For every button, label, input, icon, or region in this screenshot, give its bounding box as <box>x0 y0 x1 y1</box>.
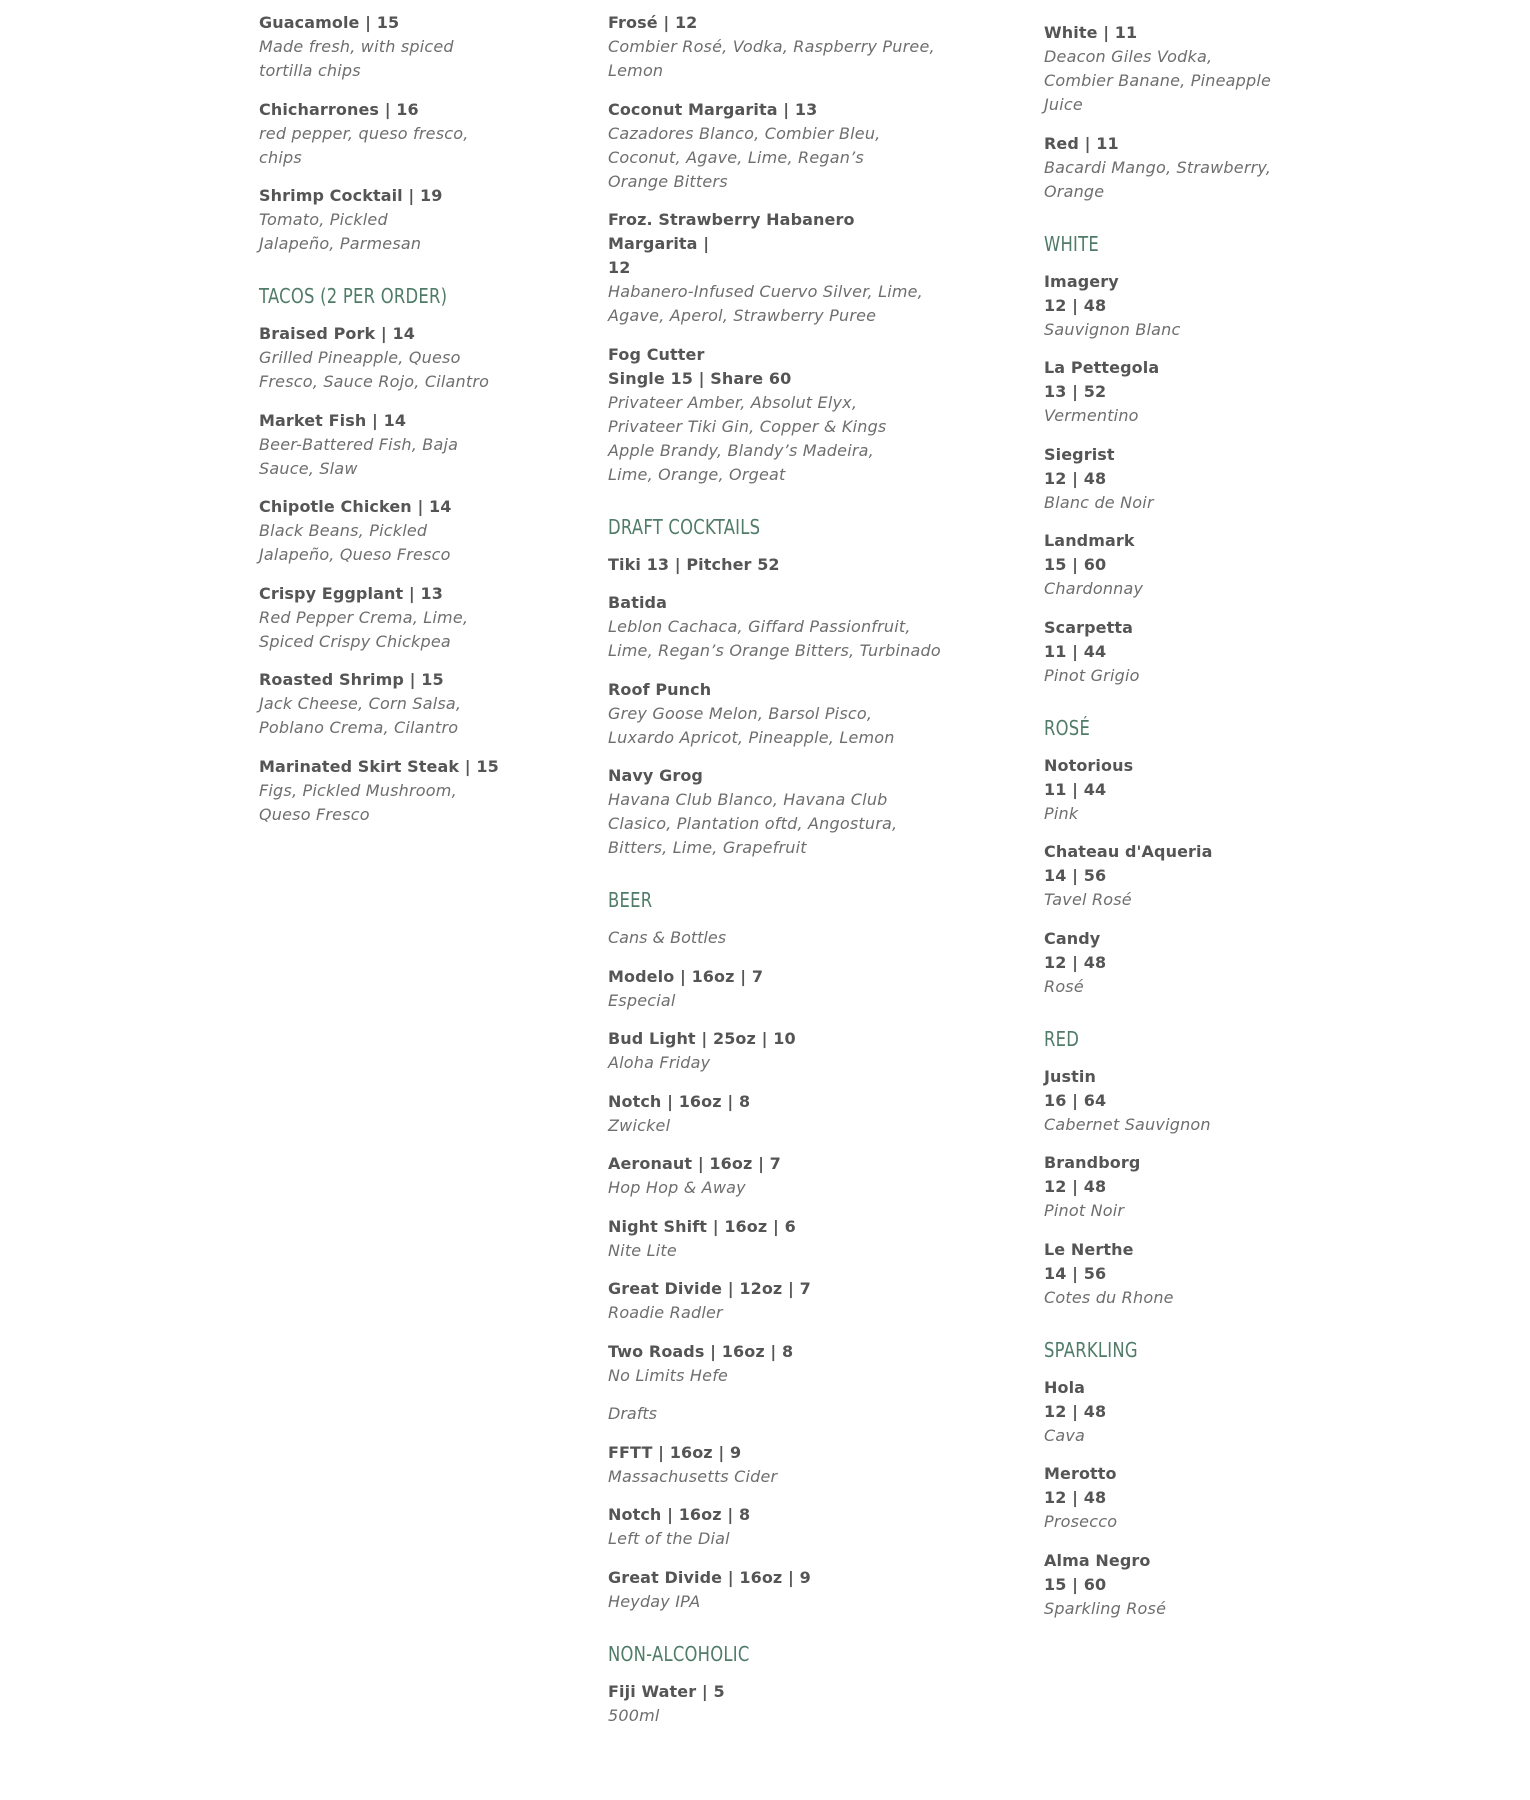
item-title: Bud Light | 25oz | 10 <box>608 1029 796 1048</box>
draft-cocktails-section <box>608 515 948 861</box>
item-description: Aloha Friday <box>608 1053 711 1072</box>
item-title: Braised Pork | 14 <box>259 324 415 343</box>
item-description: Black Beans, Pickled <box>259 521 428 540</box>
item-description: Coconut, Agave, Lime, Regan’s <box>608 147 864 167</box>
wine-varietal: Rosé <box>1044 976 1084 996</box>
wine-varietal: Cava <box>1044 1425 1086 1445</box>
item-title: Guacamole | 15 <box>259 13 400 32</box>
item-title: 12 <box>608 258 631 277</box>
item-description: Bacardi Mango, Strawberry, <box>1044 157 1272 177</box>
item-title: Roof Punch <box>608 679 712 699</box>
menu-item <box>259 755 559 827</box>
item-description: chips <box>259 147 302 167</box>
menu-item <box>1044 1376 1374 1448</box>
menu-item <box>608 1277 948 1325</box>
item-description: Bitters, Lime, Grapefruit <box>608 838 807 857</box>
item-title: Red | 11 <box>1044 133 1119 153</box>
subsection-label-cans: Cans & Bottles <box>608 928 727 947</box>
item-description: Poblano Crema, Cilantro <box>259 718 459 737</box>
item-description: Havana Club Blanco, Havana Club <box>608 790 888 809</box>
menu-column-wine <box>1044 21 1374 1635</box>
section-heading-tacos: TACOS (2 PER ORDER) <box>259 284 448 308</box>
item-description: Orange Bitters <box>608 171 728 191</box>
wine-name: Scarpetta <box>1044 617 1133 637</box>
item-description: Red Pepper Crema, Lime, <box>259 607 469 627</box>
menu-item <box>1044 443 1374 515</box>
menu-item <box>1044 529 1374 601</box>
menu-item <box>259 11 559 83</box>
item-description: Lime, Regan’s Orange Bitters, Turbinado <box>608 641 941 660</box>
wine-varietal: Prosecco <box>1044 1512 1118 1531</box>
item-description: Privateer Amber, Absolut Elyx, <box>608 392 858 412</box>
wine-varietal: Pinot Grigio <box>1044 665 1140 685</box>
item-description: Roadie Radler <box>608 1303 723 1322</box>
wine-varietal: Sparkling Rosé <box>1044 1598 1167 1618</box>
wine-name: Landmark <box>1044 531 1135 550</box>
menu-item <box>259 322 559 394</box>
wine-varietal: Cabernet Sauvignon <box>1044 1114 1211 1134</box>
item-description: Lemon <box>608 61 664 80</box>
wine-price: 14 | 56 <box>1044 1263 1107 1283</box>
item-title: Frosé | 12 <box>608 13 698 32</box>
item-description: Leblon Cachaca, Giffard Passionfruit, <box>608 617 911 636</box>
item-description: Queso Fresco <box>259 804 370 824</box>
menu-item <box>608 1503 948 1551</box>
menu-item <box>259 668 559 740</box>
item-description: red pepper, queso fresco, <box>259 123 469 143</box>
wine-name: Alma Negro <box>1044 1550 1151 1570</box>
item-description: Orange <box>1044 181 1105 201</box>
sangria-list <box>1044 21 1374 204</box>
menu-item <box>1044 616 1374 688</box>
item-description: Privateer Tiki Gin, Copper & Kings <box>608 416 887 436</box>
item-description: Grey Goose Melon, Barsol Pisco, <box>608 703 873 723</box>
item-description: Combier Rosé, Vodka, Raspberry Puree, <box>608 37 935 56</box>
section-heading-white: WHITE <box>1044 231 1100 256</box>
item-description: Jalapeño, Parmesan <box>259 234 422 253</box>
item-title: Navy Grog <box>608 766 703 785</box>
menu-item <box>1044 1462 1374 1534</box>
wine-name: Hola <box>1044 1377 1086 1397</box>
menu-item <box>608 343 948 487</box>
item-description: Sauce, Slaw <box>259 458 358 478</box>
item-title: Market Fish | 14 <box>259 410 407 430</box>
menu-item <box>1044 840 1374 912</box>
item-description: Apple Brandy, Blandy’s Madeira, <box>608 440 874 460</box>
wine-price: 11 | 44 <box>1044 641 1107 661</box>
item-description: Figs, Pickled Mushroom, <box>259 780 457 800</box>
item-description: Cazadores Blanco, Combier Bleu, <box>608 123 881 143</box>
item-title: Shrimp Cocktail | 19 <box>259 186 443 205</box>
wine-name: La Pettegola <box>1044 358 1160 377</box>
menu-item <box>259 184 559 256</box>
menu-column-drinks <box>608 11 948 1742</box>
item-title: Batida <box>608 593 667 612</box>
wine-price: 12 | 48 <box>1044 468 1107 488</box>
tacos-section <box>259 284 559 827</box>
item-description: Hop Hop & Away <box>608 1178 746 1197</box>
menu-item <box>608 678 948 750</box>
beer-section <box>608 888 948 1614</box>
wine-price: 12 | 48 <box>1044 1177 1107 1196</box>
menu-item <box>1044 270 1374 342</box>
menu-item <box>1044 132 1374 204</box>
cocktails-list <box>608 11 948 487</box>
item-description: Habanero-Infused Cuervo Silver, Lime, <box>608 282 923 301</box>
wine-varietal: Tavel Rosé <box>1044 890 1132 909</box>
item-description: Combier Banane, Pineapple <box>1044 71 1272 90</box>
menu-item <box>608 1566 948 1614</box>
wine-name: Justin <box>1044 1066 1096 1086</box>
item-description: Deacon Giles Vodka, <box>1044 47 1213 66</box>
wine-name: Brandborg <box>1044 1153 1141 1172</box>
wine-varietal: Cotes du Rhone <box>1044 1287 1174 1307</box>
item-description: Lime, Orange, Orgeat <box>608 464 786 484</box>
wine-price: 13 | 52 <box>1044 382 1107 401</box>
wine-price: 12 | 48 <box>1044 295 1107 315</box>
item-description: tortilla chips <box>259 61 361 80</box>
menu-item <box>608 1215 948 1263</box>
section-heading-red: RED <box>1044 1026 1080 1051</box>
wine-name: Siegrist <box>1044 444 1115 464</box>
item-title: FFTT | 16oz | 9 <box>608 1442 742 1462</box>
menu-item <box>608 98 948 194</box>
wine-price: 11 | 44 <box>1044 779 1107 799</box>
menu-item <box>1044 1151 1374 1223</box>
menu-item <box>1044 1549 1374 1621</box>
menu-item <box>608 1027 948 1075</box>
starters-list <box>259 11 559 256</box>
menu-item <box>1044 1065 1374 1137</box>
item-price: Single 15 | Share 60 <box>608 368 792 388</box>
section-heading-rose: ROSÉ <box>1044 715 1091 740</box>
wine-price: 12 | 48 <box>1044 1401 1107 1421</box>
wine-name: Candy <box>1044 928 1101 948</box>
red-wine-section <box>1044 1027 1374 1310</box>
item-title: Chipotle Chicken | 14 <box>259 497 452 516</box>
section-heading-non-alcoholic: NON-ALCOHOLIC <box>608 1641 750 1666</box>
item-title: Notch | 16oz | 8 <box>608 1091 751 1111</box>
item-title: Coconut Margarita | 13 <box>608 99 818 119</box>
wine-varietal: Sauvignon Blanc <box>1044 319 1181 339</box>
item-description: Fresco, Sauce Rojo, Cilantro <box>259 372 490 391</box>
section-heading-beer: BEER <box>608 888 653 912</box>
item-description: Agave, Aperol, Strawberry Puree <box>608 306 877 325</box>
wine-varietal: Blanc de Noir <box>1044 492 1154 512</box>
item-description: Massachusetts Cider <box>608 1466 778 1486</box>
menu-item <box>608 965 948 1013</box>
menu-item <box>608 1441 948 1489</box>
item-title: Great Divide | 12oz | 7 <box>608 1279 811 1298</box>
menu-item <box>259 495 559 567</box>
menu-item <box>608 764 948 860</box>
wine-price: 15 | 60 <box>1044 555 1107 574</box>
wine-price: 12 | 48 <box>1044 952 1107 972</box>
item-title: Chicharrones | 16 <box>259 99 419 119</box>
menu-item <box>259 409 559 481</box>
wine-name: Merotto <box>1044 1464 1117 1483</box>
wine-name: Le Nerthe <box>1044 1239 1134 1259</box>
item-description: Grilled Pineapple, Queso <box>259 348 461 367</box>
item-title: Fog Cutter <box>608 344 705 364</box>
item-title: Night Shift | 16oz | 6 <box>608 1216 796 1236</box>
item-title: Modelo | 16oz | 7 <box>608 966 764 986</box>
item-title: Aeronaut | 16oz | 7 <box>608 1154 781 1173</box>
wine-name: Chateau d'Aqueria <box>1044 842 1213 861</box>
item-description: Especial <box>608 990 676 1010</box>
item-description: Jalapeño, Queso Fresco <box>259 545 451 564</box>
wine-price: 16 | 64 <box>1044 1090 1107 1110</box>
menu-item <box>608 208 948 328</box>
white-wine-section <box>1044 232 1374 688</box>
menu-item <box>608 553 948 577</box>
item-title: Marinated Skirt Steak | 15 <box>259 756 499 776</box>
item-description: Luxardo Apricot, Pineapple, Lemon <box>608 727 895 747</box>
menu-item <box>1044 1238 1374 1310</box>
item-title: White | 11 <box>1044 23 1138 42</box>
menu-item <box>608 1340 948 1388</box>
item-description: 500ml <box>608 1705 660 1725</box>
item-description: Jack Cheese, Corn Salsa, <box>259 694 462 713</box>
menu-item <box>608 1680 948 1728</box>
sparkling-wine-section <box>1044 1338 1374 1621</box>
section-heading-draft-cocktails: DRAFT COCKTAILS <box>608 514 761 539</box>
item-description: Spiced Crispy Chickpea <box>259 631 451 651</box>
item-description: Zwickel <box>608 1115 671 1135</box>
item-description: Left of the Dial <box>608 1529 730 1548</box>
menu-item <box>608 591 948 663</box>
wine-varietal: Chardonnay <box>1044 579 1144 598</box>
item-description: Juice <box>1044 95 1083 114</box>
item-title: Fiji Water | 5 <box>608 1681 725 1701</box>
item-title: Great Divide | 16oz | 9 <box>608 1567 811 1587</box>
wine-varietal: Vermentino <box>1044 406 1139 425</box>
menu-item <box>608 1090 948 1138</box>
item-title: Roasted Shrimp | 15 <box>259 670 444 689</box>
rose-wine-section <box>1044 716 1374 999</box>
menu-column-food <box>259 11 559 841</box>
wine-price: 14 | 56 <box>1044 866 1107 885</box>
menu-item <box>608 1152 948 1200</box>
menu-item <box>1044 927 1374 999</box>
menu-item <box>1044 754 1374 826</box>
item-title: Two Roads | 16oz | 8 <box>608 1341 794 1361</box>
wine-price: 15 | 60 <box>1044 1574 1107 1594</box>
non-alcoholic-section <box>608 1642 948 1728</box>
menu-item <box>1044 21 1374 117</box>
item-description: Clasico, Plantation oftd, Angostura, <box>608 814 898 833</box>
menu-item <box>608 11 948 83</box>
menu-item <box>1044 356 1374 428</box>
item-title: Froz. Strawberry Habanero Margarita | <box>608 210 855 253</box>
item-description: Beer-Battered Fish, Baja <box>259 434 459 454</box>
menu-item <box>259 98 559 170</box>
wine-name: Notorious <box>1044 755 1134 775</box>
item-description: Heyday IPA <box>608 1591 701 1611</box>
wine-varietal: Pinot Noir <box>1044 1201 1125 1220</box>
wine-price: 12 | 48 <box>1044 1488 1107 1507</box>
item-description: Nite Lite <box>608 1240 677 1260</box>
wine-name: Imagery <box>1044 271 1119 291</box>
item-description: Made fresh, with spiced <box>259 37 454 56</box>
section-heading-sparkling: SPARKLING <box>1044 1337 1138 1362</box>
subsection-label-drafts: Drafts <box>608 1404 657 1423</box>
item-title: Notch | 16oz | 8 <box>608 1505 751 1524</box>
item-description: No Limits Hefe <box>608 1365 729 1385</box>
draft-price: Tiki 13 | Pitcher 52 <box>608 554 780 574</box>
item-description: Tomato, Pickled <box>259 210 388 229</box>
item-title: Crispy Eggplant | 13 <box>259 583 443 603</box>
wine-varietal: Pink <box>1044 803 1079 823</box>
menu-item <box>259 582 559 654</box>
